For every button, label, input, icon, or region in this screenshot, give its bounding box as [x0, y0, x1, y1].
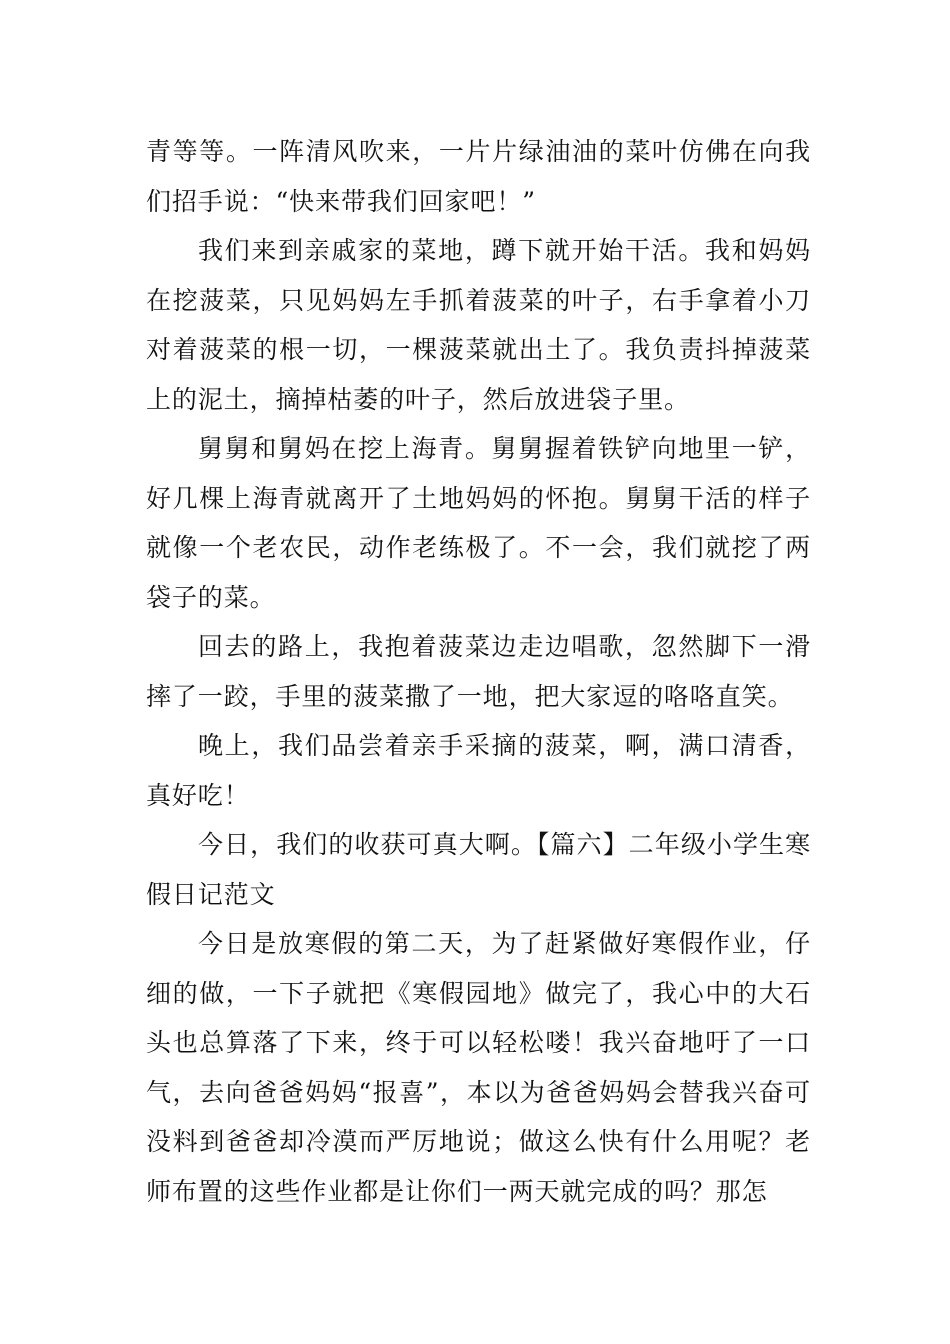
paragraph-7: 今日是放寒假的第二天，为了赶紧做好寒假作业，仔细的做，一下子就把《寒假园地》做完了，我心中的大石头也总算落了下来，终于可以轻松喽！我兴奋地吁了一口气，去向爸爸妈妈“报喜”，本以为爸爸妈妈会替我兴奋可没料到爸爸却冷漠而严厉地说；做这么快有什么用呢？老师布置的这些作业都是让你们一两天就完成的吗？那怎 — [146, 929, 811, 1206]
paragraph-2: 我们来到亲戚家的菜地，蹲下就开始干活。我和妈妈在挖菠菜，只见妈妈左手抓着菠菜的叶子，右手拿着小刀对着菠菜的根一切，一棵菠菜就出土了。我负责抖掉菠菜上的泥土，摘掉枯萎的叶子，然后放进袋子里。 — [146, 236, 811, 414]
document-body — [146, 127, 811, 1216]
paragraph-3: 舅舅和舅妈在挖上海青。舅舅握着铁铲向地里一铲，好几棵上海青就离开了土地妈妈的怀抱。舅舅干活的样子就像一个老农民，动作老练极了。不一会，我们就挖了两袋子的菜。 — [146, 434, 811, 612]
paragraph-1: 青等等。一阵清风吹来，一片片绿油油的菜叶仿佛在向我们招手说：“快来带我们回家吧！” — [146, 137, 811, 216]
paragraph-4: 回去的路上，我抱着菠菜边走边唱歌，忽然脚下一滑摔了一跤，手里的菠菜撒了一地，把大家逗的咯咯直笑。 — [146, 632, 811, 711]
paragraph-6: 今日，我们的收获可真大啊。【篇六】二年级小学生寒假日记范文 — [146, 830, 811, 909]
paragraph-5: 晚上，我们品尝着亲手采摘的菠菜，啊，满口清香，真好吃！ — [146, 731, 811, 810]
